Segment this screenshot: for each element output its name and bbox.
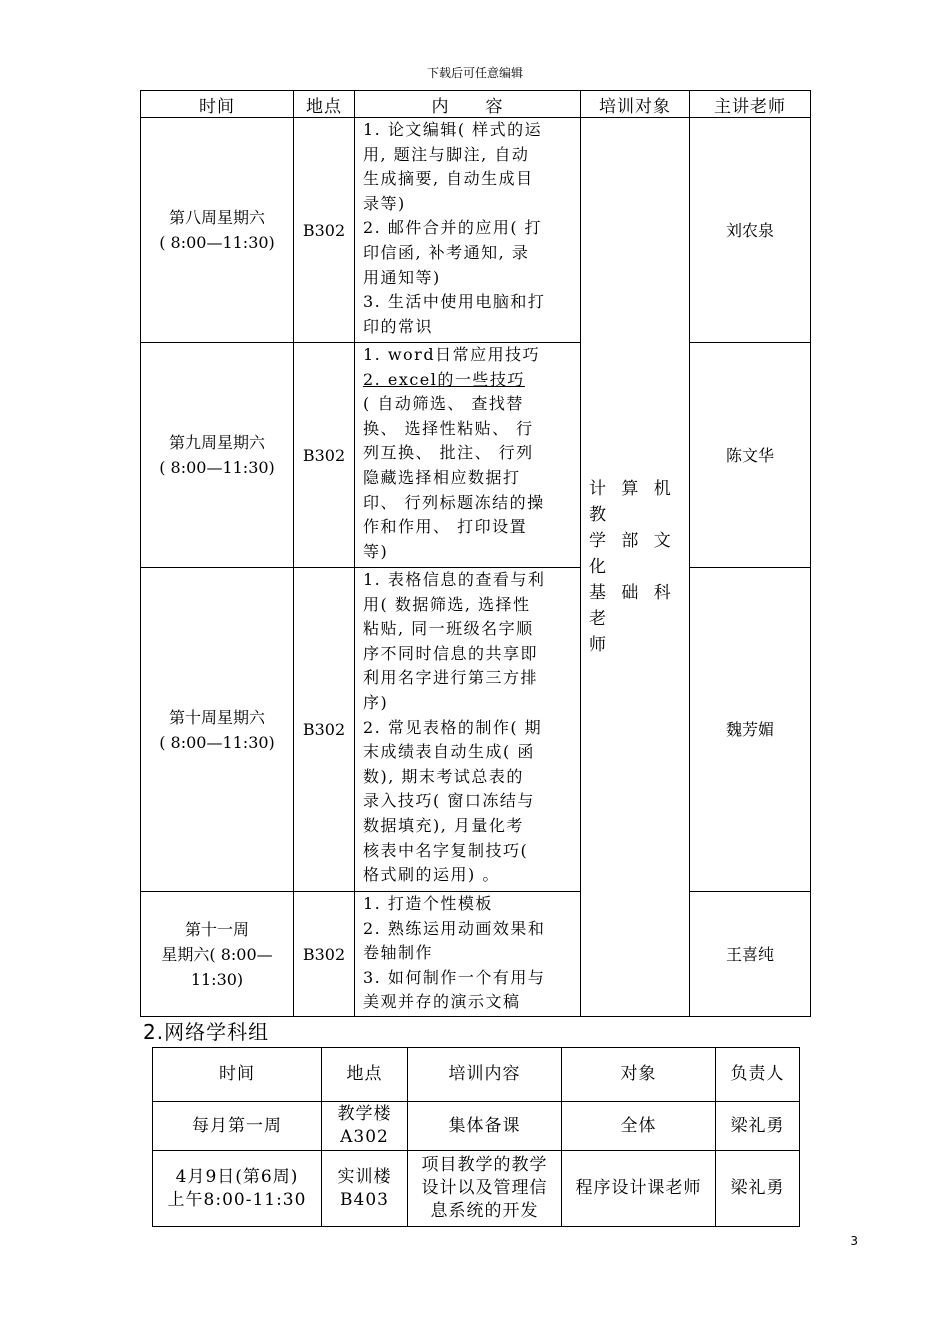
content-line: 用( 数据筛选, 选择性 bbox=[363, 594, 531, 614]
section-title: 2.网络学科组 bbox=[143, 1020, 270, 1044]
time-line: 每月第一周 bbox=[192, 1115, 282, 1136]
content-line: 粘贴, 同一班级名字顺 bbox=[363, 619, 534, 639]
content-line: 末成绩表自动生成( 函 bbox=[363, 742, 535, 762]
place-line: A302 bbox=[340, 1127, 389, 1147]
content-cell bbox=[355, 343, 581, 568]
time-line: 第九周星期六 bbox=[168, 433, 265, 452]
content-line: 3. 生活中使用电脑和打 bbox=[363, 292, 546, 312]
page-header: 下载后可任意编辑 bbox=[426, 66, 523, 80]
audience-line: 学 部 文 化 bbox=[589, 531, 676, 577]
place-cell: B302 bbox=[294, 568, 355, 892]
header-content: 内 容 bbox=[355, 91, 581, 118]
content-line: 利用名字进行第三方排 bbox=[363, 668, 539, 688]
content-line: 印信函, 补考通知, 录 bbox=[363, 242, 530, 262]
time-cell bbox=[153, 1102, 322, 1151]
header-target: 对象 bbox=[562, 1048, 716, 1102]
place-cell bbox=[322, 1151, 408, 1227]
content-line: 序不同时信息的共享即 bbox=[363, 643, 539, 663]
content-cell bbox=[408, 1102, 562, 1151]
teacher-cell: 王喜纯 bbox=[690, 892, 811, 1017]
target-cell: 程序设计课老师 bbox=[562, 1151, 716, 1227]
table-header-row bbox=[141, 91, 811, 118]
content-line: 核表中名字复制技巧( bbox=[363, 840, 529, 860]
header-teacher: 主讲老师 bbox=[690, 91, 811, 118]
place-cell: B302 bbox=[294, 892, 355, 1017]
place-line: 教学楼 bbox=[337, 1104, 392, 1124]
table-row bbox=[141, 892, 811, 1017]
header-content: 培训内容 bbox=[408, 1048, 562, 1102]
content-cell bbox=[355, 118, 581, 343]
place-cell bbox=[322, 1102, 408, 1151]
audience-line: 师 bbox=[589, 635, 611, 655]
content-cell bbox=[355, 892, 581, 1017]
header-place: 地点 bbox=[322, 1048, 408, 1102]
content-line: 生成摘要, 自动生成目 bbox=[363, 169, 534, 189]
page-number: 3 bbox=[850, 1234, 858, 1248]
content-line: 序) bbox=[363, 692, 389, 712]
content-line: 录入技巧( 窗口冻结与 bbox=[363, 791, 535, 811]
content-line: 格式刷的运用) 。 bbox=[363, 865, 500, 885]
content-line: 卷轴制作 bbox=[363, 943, 434, 963]
time-line: ( 8:00—11:30) bbox=[159, 458, 275, 477]
content-line: 隐藏选择相应数据打 bbox=[363, 467, 521, 487]
network-group-table bbox=[152, 1047, 800, 1227]
table-row bbox=[141, 343, 811, 568]
audience-cell bbox=[581, 118, 690, 1017]
content-line: 2. excel的一些技巧 bbox=[363, 369, 525, 389]
time-line: ( 8:00—11:30) bbox=[159, 233, 275, 252]
time-line: 11:30) bbox=[190, 969, 244, 989]
time-cell bbox=[141, 343, 294, 568]
time-line: 第八周星期六 bbox=[168, 208, 265, 227]
table-row bbox=[153, 1102, 800, 1151]
header-place: 地点 bbox=[294, 91, 355, 118]
content-line: 1. 表格信息的查看与利 bbox=[363, 570, 546, 589]
content-line: 录等) bbox=[363, 193, 406, 213]
content-line: 2. 邮件合并的应用( 打 bbox=[363, 218, 543, 238]
place-line: 实训楼 bbox=[337, 1166, 392, 1187]
table-row bbox=[141, 118, 811, 343]
content-line: 列互换、 批注、 行列 bbox=[363, 443, 534, 463]
time-line: 星期六( 8:00— bbox=[161, 944, 273, 964]
content-line: 印的常识 bbox=[363, 316, 434, 336]
content-line: 2. 熟练运用动画效果和 bbox=[363, 918, 546, 938]
time-cell bbox=[141, 118, 294, 343]
content-line: 2. 常见表格的制作( 期 bbox=[363, 717, 543, 737]
content-line: 1. 打造个性模板 bbox=[363, 894, 493, 913]
place-cell: B302 bbox=[294, 118, 355, 343]
audience-line: 基 础 科 老 bbox=[589, 583, 676, 629]
content-line: 数), 期末考试总表的 bbox=[363, 766, 524, 786]
content-line: 1. word日常应用技巧 bbox=[363, 345, 541, 364]
content-cell bbox=[408, 1151, 562, 1227]
time-line: 第十一周 bbox=[184, 919, 249, 939]
time-line: 上午8:00-11:30 bbox=[167, 1189, 307, 1210]
owner-cell: 梁礼勇 bbox=[716, 1102, 800, 1151]
content-line: 等) bbox=[363, 541, 389, 561]
content-line: 印、 行列标题冻结的操 bbox=[363, 492, 545, 512]
table-row bbox=[141, 568, 811, 892]
owner-cell: 梁礼勇 bbox=[716, 1151, 800, 1227]
table-header-row bbox=[153, 1048, 800, 1102]
time-cell bbox=[153, 1151, 322, 1227]
content-line: 用通知等) bbox=[363, 267, 441, 287]
time-line: 4月9日(第6周) bbox=[175, 1166, 299, 1187]
table-row bbox=[153, 1151, 800, 1227]
content-line: 3. 如何制作一个有用与 bbox=[363, 967, 546, 987]
time-cell bbox=[141, 892, 294, 1017]
content-line: 项目教学的教学 bbox=[421, 1155, 548, 1175]
content-line: ( 自动筛选、 查找替 bbox=[363, 394, 524, 414]
teacher-cell: 陈文华 bbox=[690, 343, 811, 568]
content-line: 作和作用、 打印设置 bbox=[363, 517, 528, 537]
content-line: 换、 选择性粘贴、 行 bbox=[363, 418, 534, 438]
header-owner: 负责人 bbox=[716, 1048, 800, 1102]
header-time: 时间 bbox=[153, 1048, 322, 1102]
content-line: 美观并存的演示文稿 bbox=[363, 992, 521, 1012]
place-cell: B302 bbox=[294, 343, 355, 568]
content-line: 集体备课 bbox=[448, 1115, 521, 1136]
content-line: 用, 题注与脚注, 自动 bbox=[363, 144, 530, 164]
teacher-cell: 魏芳媚 bbox=[690, 568, 811, 892]
target-cell: 全体 bbox=[562, 1102, 716, 1151]
training-schedule-table bbox=[140, 90, 811, 1017]
time-line: ( 8:00—11:30) bbox=[159, 732, 275, 752]
time-cell bbox=[141, 568, 294, 892]
teacher-cell: 刘农泉 bbox=[690, 118, 811, 343]
content-line: 1. 论文编辑( 样式的运 bbox=[363, 120, 543, 139]
audience-line: 计 算 机 教 bbox=[589, 479, 676, 525]
content-line: 息系统的开发 bbox=[430, 1201, 539, 1221]
time-line: 第十周星期六 bbox=[168, 707, 265, 727]
content-line: 设计以及管理信 bbox=[421, 1178, 548, 1198]
place-line: B403 bbox=[340, 1189, 389, 1210]
content-line: 数据填充), 月量化考 bbox=[363, 815, 524, 835]
header-audience: 培训对象 bbox=[581, 91, 690, 118]
header-time: 时间 bbox=[141, 91, 294, 118]
content-cell bbox=[355, 568, 581, 892]
